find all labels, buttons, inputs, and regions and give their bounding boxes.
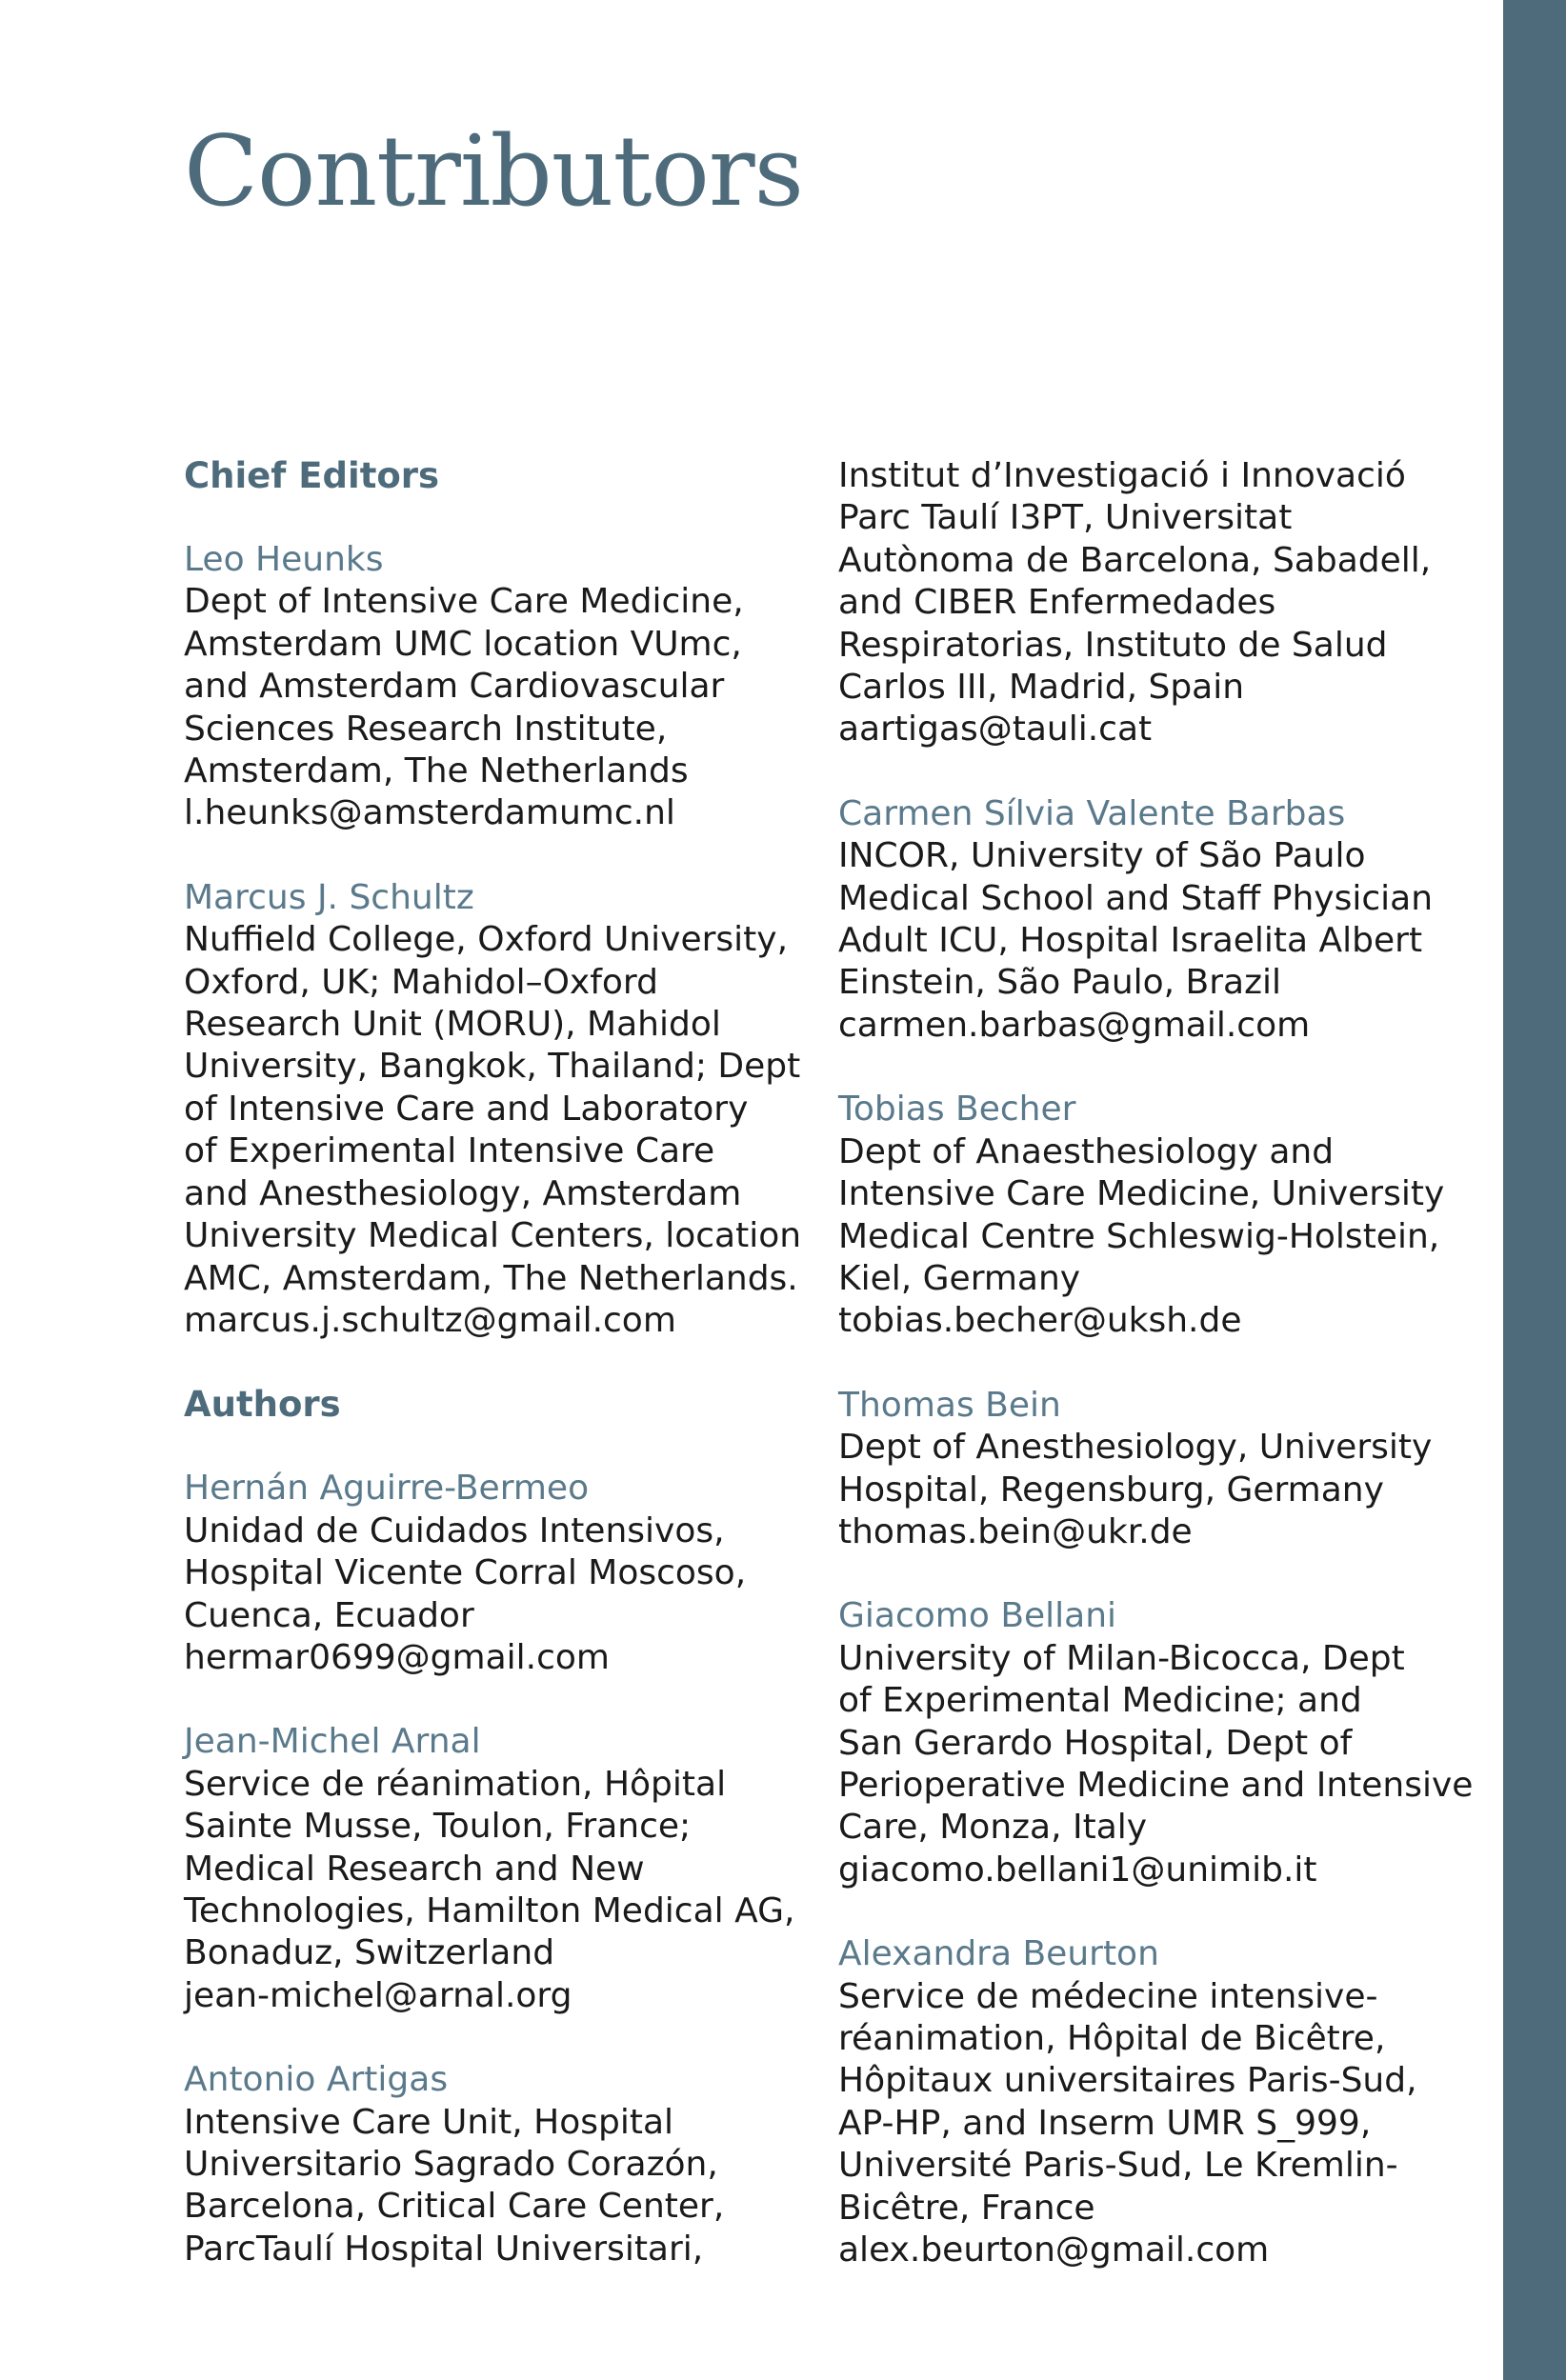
contributor-name: Alexandra Beurton xyxy=(838,1934,1159,1974)
affiliation-line: Autònoma de Barcelona, Sabadell, xyxy=(838,540,1432,580)
affiliation-line: Research Unit (MORU), Mahidol xyxy=(184,1005,721,1045)
affiliation-line: réanimation, Hôpital de Bicêtre, xyxy=(838,2019,1386,2058)
contributor-name: Antonio Artigas xyxy=(184,2060,449,2100)
affiliation-line: Medical Centre Schleswig-Holstein, xyxy=(838,1216,1440,1256)
affiliation-line: ParcTaulí Hospital Universitari, xyxy=(184,2229,704,2269)
affiliation-line: Adult ICU, Hospital Israelita Albert xyxy=(838,921,1423,961)
affiliation-line: Medical School and Staff Physician xyxy=(838,878,1434,918)
contributor-entry xyxy=(838,1933,1467,2271)
contributor-entry xyxy=(184,539,813,835)
affiliation-line: Service de médecine intensive- xyxy=(838,1976,1378,2016)
affiliation-line: jean-michel@arnal.org xyxy=(184,1975,572,2015)
affiliation-line: Sciences Research Institute, xyxy=(184,709,668,749)
affiliation-line: and Anesthesiology, Amsterdam xyxy=(184,1173,742,1213)
chief-editors-list xyxy=(184,539,813,1342)
affiliation-line: University Medical Centers, location xyxy=(184,1216,802,1256)
affiliation-line: Hospital Vicente Corral Moscoso, xyxy=(184,1553,747,1593)
contributor-name: Tobias Becher xyxy=(838,1090,1076,1130)
affiliation-line: Institut d’Investigació i Innovació xyxy=(838,456,1406,495)
authors-heading: Authors xyxy=(184,1384,341,1426)
contributor-name: Jean-Michel Arnal xyxy=(184,1722,481,1762)
affiliation-line: Dept of Anaesthesiology and xyxy=(838,1131,1335,1171)
affiliation-line: of Experimental Intensive Care xyxy=(184,1131,715,1171)
side-color-bar xyxy=(1503,0,1566,2380)
contributor-entry xyxy=(184,877,813,1342)
affiliation-line: Kiel, Germany xyxy=(838,1258,1081,1298)
affiliation-line: INCOR, University of São Paulo xyxy=(838,836,1366,876)
affiliation-line: Cuenca, Ecuador xyxy=(184,1595,474,1635)
contributor-entry xyxy=(838,1595,1474,1891)
affiliation-line: University, Bangkok, Thailand; Dept xyxy=(184,1047,801,1087)
affiliation-line: Barcelona, Critical Care Center, xyxy=(184,2187,725,2227)
affiliation-line: Technologies, Hamilton Medical AG, xyxy=(184,1890,795,1930)
affiliation-line: Oxford, UK; Mahidol–Oxford xyxy=(184,962,658,1002)
affiliation-line: Unidad de Cuidados Intensivos, xyxy=(184,1510,725,1550)
affiliation-line: Care, Monza, Italy xyxy=(838,1808,1148,1848)
affiliation-line: and Amsterdam Cardiovascular xyxy=(184,667,725,707)
affiliation-line: aartigas@tauli.cat xyxy=(838,710,1153,750)
affiliation-line: University of Milan-Bicocca, Dept xyxy=(838,1638,1405,1678)
contributor-name: Thomas Bein xyxy=(838,1385,1061,1425)
affiliation-line: giacomo.bellani1@unimib.it xyxy=(838,1850,1317,1890)
contributor-entry xyxy=(184,2059,813,2270)
affiliation-line: Hôpitaux universitaires Paris-Sud, xyxy=(838,2061,1417,2101)
affiliation-line: Respiratorias, Instituto de Salud xyxy=(838,625,1388,665)
affiliation-line: and CIBER Enfermedades xyxy=(838,583,1276,623)
authors-list-right xyxy=(838,793,1474,2272)
affiliation-line: Amsterdam UMC location VUmc, xyxy=(184,624,742,664)
affiliation-line: Bicêtre, France xyxy=(838,2188,1095,2228)
chief-editors-heading: Chief Editors xyxy=(184,455,440,496)
affiliation-line: Einstein, São Paulo, Brazil xyxy=(838,963,1282,1003)
affiliation-line: Dept of Anesthesiology, University xyxy=(838,1428,1433,1468)
affiliation-line: Medical Research and New xyxy=(184,1849,645,1889)
affiliation-line: AP-HP, and Inserm UMR S_999, xyxy=(838,2103,1372,2143)
right-column xyxy=(838,455,1474,2313)
affiliation-line: of Experimental Medicine; and xyxy=(838,1681,1362,1721)
affiliation-line: Universitario Sagrado Corazón, xyxy=(184,2145,718,2184)
contributor-entry xyxy=(838,793,1467,1047)
contributor-name: Leo Heunks xyxy=(184,540,384,579)
contributor-name: Giacomo Bellani xyxy=(838,1596,1117,1636)
affiliation-line: thomas.bein@ukr.de xyxy=(838,1511,1193,1551)
affiliation-line: Nuffield College, Oxford University, xyxy=(184,920,789,960)
contributor-entry xyxy=(838,1385,1467,1554)
affiliation-line: Perioperative Medicine and Intensive xyxy=(838,1765,1474,1805)
affiliation-line: Carlos III, Madrid, Spain xyxy=(838,668,1245,708)
affiliation-line: Sainte Musse, Toulon, France; xyxy=(184,1807,692,1847)
left-column xyxy=(184,455,813,2312)
affiliation-line: hermar0699@gmail.com xyxy=(184,1637,610,1677)
affiliation-line: AMC, Amsterdam, The Netherlands. xyxy=(184,1258,798,1298)
affiliation-line: Intensive Care Unit, Hospital xyxy=(184,2102,674,2142)
contributor-entry xyxy=(838,1089,1467,1342)
affiliation-line: San Gerardo Hospital, Dept of xyxy=(838,1723,1353,1763)
affiliation-line: Hospital, Regensburg, Germany xyxy=(838,1470,1384,1510)
contributor-name: Carmen Sílvia Valente Barbas xyxy=(838,793,1346,833)
contributor-name: Hernán Aguirre-Bermeo xyxy=(184,1469,590,1509)
affiliation-line: marcus.j.schultz@gmail.com xyxy=(184,1300,676,1340)
contributor-name: Marcus J. Schultz xyxy=(184,877,474,917)
continued-affiliation xyxy=(838,455,1467,751)
contributor-entry xyxy=(184,1721,813,2017)
affiliation-line: of Intensive Care and Laboratory xyxy=(184,1089,749,1129)
affiliation-line: Université Paris-Sud, Le Kremlin- xyxy=(838,2146,1398,2186)
affiliation-line: carmen.barbas@gmail.com xyxy=(838,1005,1311,1045)
affiliation-line: l.heunks@amsterdamumc.nl xyxy=(184,793,675,833)
authors-list-left xyxy=(184,1468,813,2270)
affiliation-line: Service de réanimation, Hôpital xyxy=(184,1764,727,1804)
affiliation-line: Amsterdam, The Netherlands xyxy=(184,751,689,791)
affiliation-line: Bonaduz, Switzerland xyxy=(184,1933,555,1973)
affiliation-line: tobias.becher@uksh.de xyxy=(838,1301,1242,1341)
page-title: Contributors xyxy=(184,115,804,229)
affiliation-line: Dept of Intensive Care Medicine, xyxy=(184,582,744,622)
affiliation-line: alex.beurton@gmail.com xyxy=(838,2230,1270,2270)
affiliation-line: Parc Taulí I3PT, Universitat xyxy=(838,498,1293,538)
contributor-entry xyxy=(184,1468,813,1679)
affiliation-line: Intensive Care Medicine, University xyxy=(838,1174,1445,1214)
